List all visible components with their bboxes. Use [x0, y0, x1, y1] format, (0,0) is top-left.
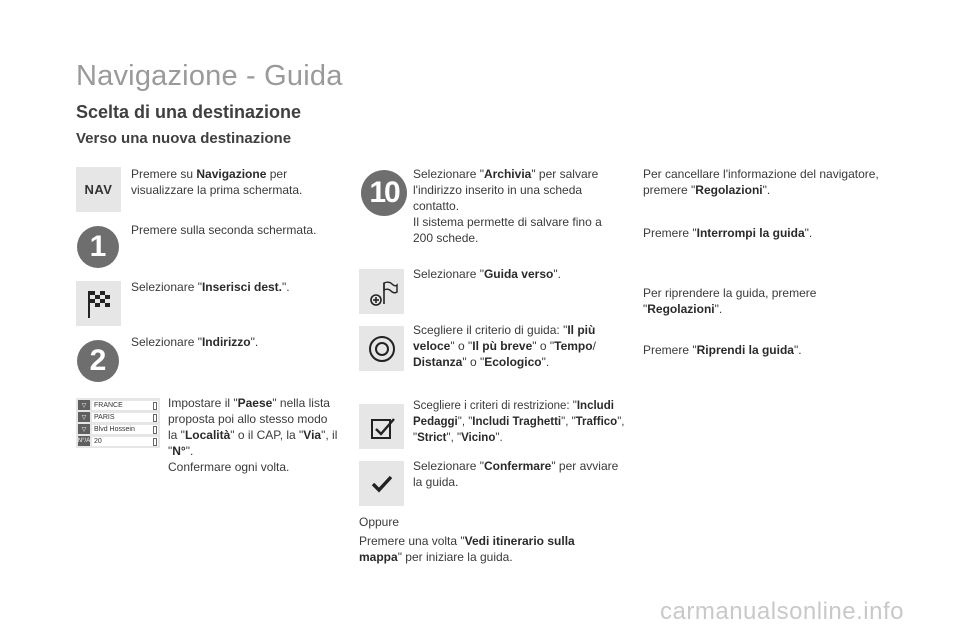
- text: " per avviare la guida.: [413, 459, 619, 489]
- bold-term: Via: [303, 428, 322, 442]
- text: ".: [714, 302, 723, 316]
- address-form-thumbnail: [76, 398, 160, 448]
- instruction-map: [359, 533, 599, 565]
- text: Selezionare ": [131, 335, 202, 349]
- text: " o ": [532, 339, 555, 353]
- text: " nella lista proposta poi allo stesso modo la ": [168, 396, 330, 442]
- route-flag-icon: [359, 269, 404, 314]
- watermark: carmanualsonline.info: [660, 598, 904, 625]
- instruction-route: [413, 266, 623, 282]
- bold-term: Traffico: [575, 416, 618, 428]
- text: ".: [541, 355, 550, 369]
- instruction-address: [168, 395, 340, 475]
- bold-term: Ecologico: [484, 355, 542, 369]
- bold-term: Archivia: [483, 167, 532, 181]
- form-value: Blvd Hossein: [92, 425, 158, 434]
- instruction-confirm: [413, 458, 623, 490]
- bold-term: Guida verso: [483, 267, 554, 281]
- bold-term: Vedi itinerario sulla mappa: [359, 534, 575, 564]
- target-svg: [366, 333, 398, 365]
- text: Selezionare ": [413, 167, 484, 181]
- text: Selezionare ": [413, 459, 484, 473]
- text: ".: [250, 335, 259, 349]
- bold-term: Indirizzo: [201, 335, 251, 349]
- instruction-nav: [131, 166, 331, 198]
- text: Scegliere il criterio di guida: ": [413, 323, 568, 337]
- form-row: [78, 412, 158, 422]
- bold-term: Vicino: [461, 432, 496, 444]
- text: Selezionare ": [131, 280, 202, 294]
- text: ", il ": [168, 428, 338, 458]
- page-title: Navigazione - Guida: [76, 60, 343, 92]
- instruction-flag: [131, 279, 351, 295]
- form-value: FRANCE: [92, 401, 158, 410]
- text: per visualizzare la prima schermata.: [131, 167, 303, 197]
- instruction-criteria: [413, 322, 623, 370]
- instruction-restrictions: [413, 398, 625, 446]
- text: " per salvare l'indirizzo inserito in una scheda contatto.: [413, 167, 599, 213]
- text: Premere su: [131, 167, 197, 181]
- step-10-badge: 10: [361, 170, 407, 216]
- step-2-badge: 2: [77, 340, 119, 382]
- text: Per cancellare l'informazione del navigatore, premere ": [643, 167, 879, 197]
- text: ", ": [457, 416, 473, 428]
- target-icon: [359, 326, 404, 371]
- text: ".: [282, 280, 290, 294]
- dropdown-icon: ▽: [78, 412, 90, 422]
- text: ".: [793, 343, 802, 357]
- checkmark-svg: [367, 469, 397, 499]
- bold-term: Tempo: [554, 339, 593, 353]
- text: ".: [762, 183, 771, 197]
- bold-term: N°: [172, 444, 186, 458]
- bold-term: Regolazioni: [647, 302, 715, 316]
- bold-term: Località: [184, 428, 231, 442]
- text: ".: [804, 226, 813, 240]
- text: ".: [553, 267, 561, 281]
- text: ".: [495, 432, 503, 444]
- instruction-step-1: Premere sulla seconda schermata.: [131, 223, 317, 237]
- instruction-stop: [643, 225, 893, 241]
- text: Confermare ogni volta.: [168, 460, 290, 474]
- bold-term: Il pù breve: [472, 339, 533, 353]
- text: Premere una volta ": [359, 534, 465, 548]
- bold-term: Riprendi la guida: [696, 343, 794, 357]
- section-title: Scelta di una destinazione: [76, 102, 302, 122]
- bold-term: Distanza: [413, 355, 463, 369]
- instruction-resume-guide: [643, 342, 893, 358]
- subsection-title: Verso una nuova destinazione: [76, 130, 292, 147]
- text: Il sistema permette di salvare fino a 200 schede.: [413, 215, 602, 245]
- flag-svg: [82, 287, 116, 321]
- dropdown-icon: ▽: [78, 424, 90, 434]
- form-row: [78, 424, 158, 434]
- checkered-flag-icon: [76, 281, 121, 326]
- form-value: 20: [92, 437, 158, 446]
- nav-label: NAV: [84, 182, 113, 197]
- instruction-step-2: [131, 334, 351, 350]
- instruction-cancel: [643, 166, 893, 198]
- dropdown-icon: ▽: [78, 400, 90, 410]
- bold-term: Regolazioni: [695, 183, 763, 197]
- text: ", ": [413, 416, 625, 444]
- bold-term: Navigazione: [196, 167, 267, 181]
- checkmark-icon: [359, 461, 404, 506]
- bold-term: Includi Pedaggi: [413, 400, 614, 428]
- text: Premere ": [643, 226, 697, 240]
- bold-term: Confermare: [483, 459, 552, 473]
- text: " o ": [450, 339, 473, 353]
- bold-term: Il più veloce: [413, 323, 596, 353]
- text: /: [592, 339, 596, 353]
- text: ", ": [446, 432, 462, 444]
- form-value: PARIS: [92, 413, 158, 422]
- text: Per riprendere la guida, premere ": [643, 286, 817, 316]
- bold-term: Inserisci dest.: [201, 280, 283, 294]
- checkbox-list-icon: [359, 404, 404, 449]
- bold-term: Includi Traghetti: [472, 416, 562, 428]
- number-icon: N°/A: [77, 438, 91, 444]
- text: " o il CAP, la ": [230, 428, 304, 442]
- or-label: Oppure: [359, 515, 400, 529]
- text: Premere ": [643, 343, 697, 357]
- text: Selezionare ": [413, 267, 484, 281]
- text: " per iniziare la guida.: [397, 550, 513, 564]
- form-row: [78, 400, 158, 410]
- bold-term: Interrompi la guida: [696, 226, 805, 240]
- step-1-badge: 1: [77, 226, 119, 268]
- text: ".: [185, 444, 194, 458]
- text: Impostare il ": [168, 396, 238, 410]
- checklist-svg: [366, 411, 398, 443]
- instruction-resume: [643, 285, 843, 317]
- bold-term: Strict: [417, 432, 447, 444]
- text: ", ": [561, 416, 576, 428]
- instruction-step-10: [413, 166, 623, 246]
- text: " o ": [462, 355, 485, 369]
- route-svg: [364, 274, 400, 310]
- text: Scegliere i criteri di restrizione: ": [413, 400, 577, 412]
- form-row: [78, 436, 158, 446]
- nav-button-icon: [76, 167, 121, 212]
- bold-term: Paese: [237, 396, 273, 410]
